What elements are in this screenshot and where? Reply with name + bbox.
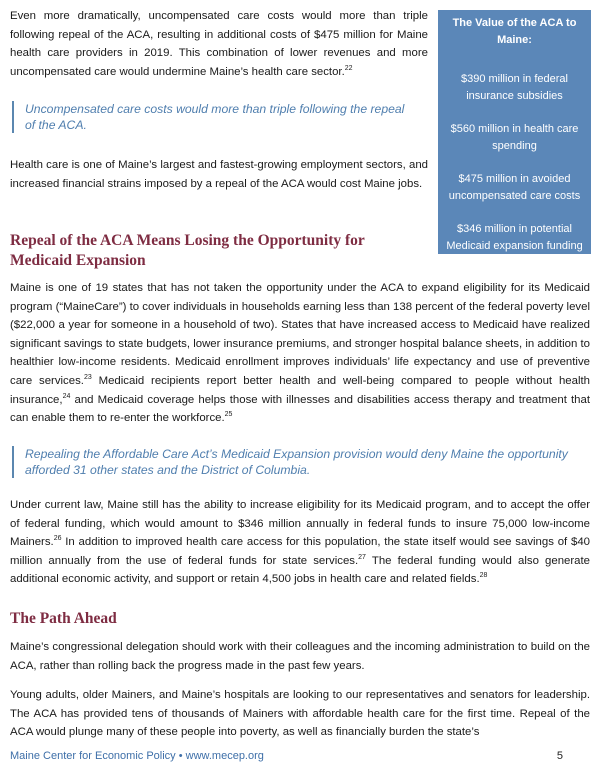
sidebar-item-spending: $560 million in health care spending bbox=[450, 123, 579, 152]
paragraph-employment: Health care is one of Maine’s largest and fastest-growing employment sectors, and increased financial strains imposed by a repeal of the ACA would cost Maine jobs. bbox=[10, 159, 428, 190]
footnote-ref[interactable]: 25 bbox=[224, 411, 233, 419]
footnote-ref[interactable]: 23 bbox=[83, 374, 92, 382]
aca-value-sidebar bbox=[438, 10, 591, 254]
sidebar-title: The Value of the ACA to Maine: bbox=[452, 17, 577, 46]
footnote-ref[interactable]: 28 bbox=[479, 572, 488, 580]
paragraph-medicaid-expansion: Maine is one of 19 states that has not taken the opportunity under the ACA to expand eligibility for its Medicaid program (“MaineCare”) to cover individuals in households earning less than 138 percent of the federal poverty level ($22,000 a year for someone in a household of two). States that have increased access to Medicaid have realized significant savings to state budgets, lower insurance premiums, and stronger hospital balance sheets, in addition to healthier low-income residents. Medicaid enrollment improves individuals’ life expectancy and use of preventive care services.$^{23}$ Medicaid recipients report better health and well-being compared to people without health insurance,$^{24}$ and Medicaid coverage helps those with illnesses and disabilities access therapy and treatment that can enable them to re-enter the workforce.$^{25}$ bbox=[10, 282, 590, 425]
footnote-ref[interactable]: 26 bbox=[53, 535, 62, 543]
page-number: 5 bbox=[556, 750, 563, 762]
footer-source: Maine Center for Economic Policy • www.mecep.org bbox=[10, 750, 264, 762]
paragraph-current-law: Under current law, Maine still has the ability to increase eligibility for its Medicaid program, and to accept the offer of federal funding, which would amount to $346 million annually in federal funds to insure 75,000 low-income Mainers.$^{26}$ In addition to improved health care access for this population, the state itself would see savings of $40 million annually from the use of federal funds for state services.$^{27}$ The federal funding would also generate additional economic activity, and support or retain 4,500 jobs in health care and related fields.$^{28}$ bbox=[10, 499, 590, 586]
footnote-ref[interactable]: 27 bbox=[358, 553, 366, 561]
sidebar-item-subsidies: $390 million in federal insurance subsidies bbox=[460, 73, 568, 102]
paragraph-uncompensated-care: Even more dramatically, uncompensated care costs would more than triple following repeal of the ACA, resulting in additional costs of $475 million for Maine health care providers in 2019. This combination of lower revenues and more uncompensated care would undermine Maine’s health care sector.$^{22}$ bbox=[10, 10, 428, 78]
pull-quote-uncompensated: Uncompensated care costs would more than triple following the repeal of the ACA. bbox=[12, 101, 415, 133]
paragraph-leadership: Young adults, older Mainers, and Maine’s hospitals are looking to our representatives and senators for leadership. The ACA has provided tens of thousands of Mainers with affordable health care for the first time. Repeal of the ACA would plunge many of these people into poverty, as well as financially burden the state’s bbox=[10, 689, 590, 739]
page-footer bbox=[10, 750, 588, 762]
pull-quote-medicaid: Repealing the Affordable Care Act’s Medicaid Expansion provision would deny Maine the opportunity afforded 31 other states and the District of Columbia. bbox=[12, 446, 585, 478]
section-heading-medicaid: Repeal of the ACA Means Losing the Opportunity for Medicaid Expansion bbox=[10, 232, 365, 269]
footnote-ref[interactable]: 22 bbox=[344, 64, 353, 72]
paragraph-delegation: Maine’s congressional delegation should work with their colleagues and the incoming administration to build on the ACA, rather than rolling back the progress made in the past few years. bbox=[10, 641, 590, 672]
sidebar-item-uncompensated: $475 million in avoided uncompensated care costs bbox=[448, 173, 581, 202]
section-heading-path-ahead: The Path Ahead bbox=[10, 610, 117, 627]
footnote-ref[interactable]: 24 bbox=[62, 392, 71, 400]
sidebar-item-medicaid: $346 million in potential Medicaid expansion funding bbox=[446, 223, 583, 252]
